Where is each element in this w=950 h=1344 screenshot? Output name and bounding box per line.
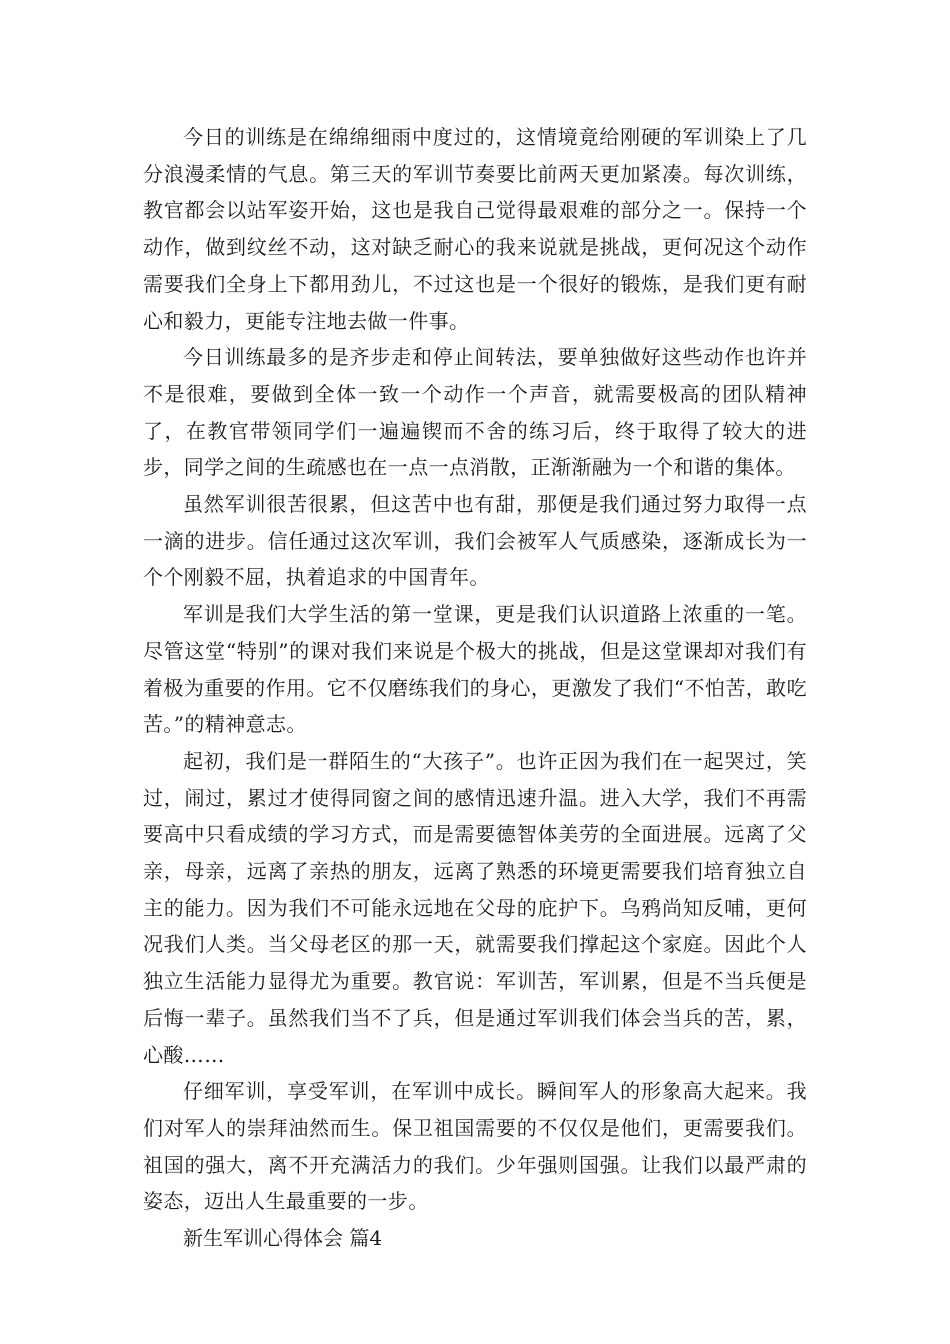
- paragraph-1: 今日的训练是在绵绵细雨中度过的，这情境竟给刚硬的军训染上了几分浪漫柔情的气息。第三天的军训节奏要比前两天更加紧凑。每次训练，教官都会以站军姿开始，这也是我自己觉得最艰难的部分之一。保持一个动作，做到纹丝不动，这对缺乏耐心的我来说就是挑战，更何况这个动作需要我们全身上下都用劲儿，不过这也是一个很好的锻炼，是我们更有耐心和毅力，更能专注地去做一件事。: [143, 125, 807, 333]
- section-heading: 新生军训心得体会 篇4: [183, 1226, 383, 1251]
- paragraph-2: 今日训练最多的是齐步走和停止间转法，要单独做好这些动作也许并不是很难，要做到全体一致一个动作一个声音，就需要极高的团队精神了，在教官带领同学们一遍遍锲而不舍的练习后，终于取得了较大的进步，同学之间的生疏感也在一点一点消散，正渐渐融为一个和谐的集体。: [143, 345, 807, 480]
- paragraph-6: 仔细军训，享受军训，在军训中成长。瞬间军人的形象高大起来。我们对军人的崇拜油然而生。保卫祖国需要的不仅仅是他们，更需要我们。祖国的强大，离不开充满活力的我们。少年强则国强。让我们以最严肃的姿态，迈出人生最重要的一步。: [143, 1079, 807, 1214]
- paragraph-3: 虽然军训很苦很累，但这苦中也有甜，那便是我们通过努力取得一点一滴的进步。信任通过这次军训，我们会被军人气质感染，逐渐成长为一个个刚毅不屈，执着追求的中国青年。: [143, 492, 807, 590]
- paragraph-4: 军训是我们大学生活的第一堂课，更是我们认识道路上浓重的一笔。尽管这堂“特别”的课对我们来说是个极大的挑战，但是这堂课却对我们有着极为重要的作用。它不仅磨练我们的身心，更激发了我们“不怕苦，敢吃苦。”的精神意志。: [143, 602, 807, 737]
- paragraph-5: 起初，我们是一群陌生的“大孩子”。也许正因为我们在一起哭过，笑过，闹过，累过才使得同窗之间的感情迅速升温。进入大学，我们不再需要高中只看成绩的学习方式，而是需要德智体美劳的全面进展。远离了父亲，母亲，远离了亲热的朋友，远离了熟悉的环境更需要我们培育独立自主的能力。因为我们不可能永远地在父母的庇护下。乌鸦尚知反哺，更何况我们人类。当父母老区的那一天，就需要我们撑起这个家庭。因此个人独立生活能力显得尤为重要。教官说：军训苦，军训累，但是不当兵便是后悔一辈子。虽然我们当不了兵，但是通过军训我们体会当兵的苦，累，心酸……: [143, 748, 807, 1067]
- document-body: [143, 119, 807, 1257]
